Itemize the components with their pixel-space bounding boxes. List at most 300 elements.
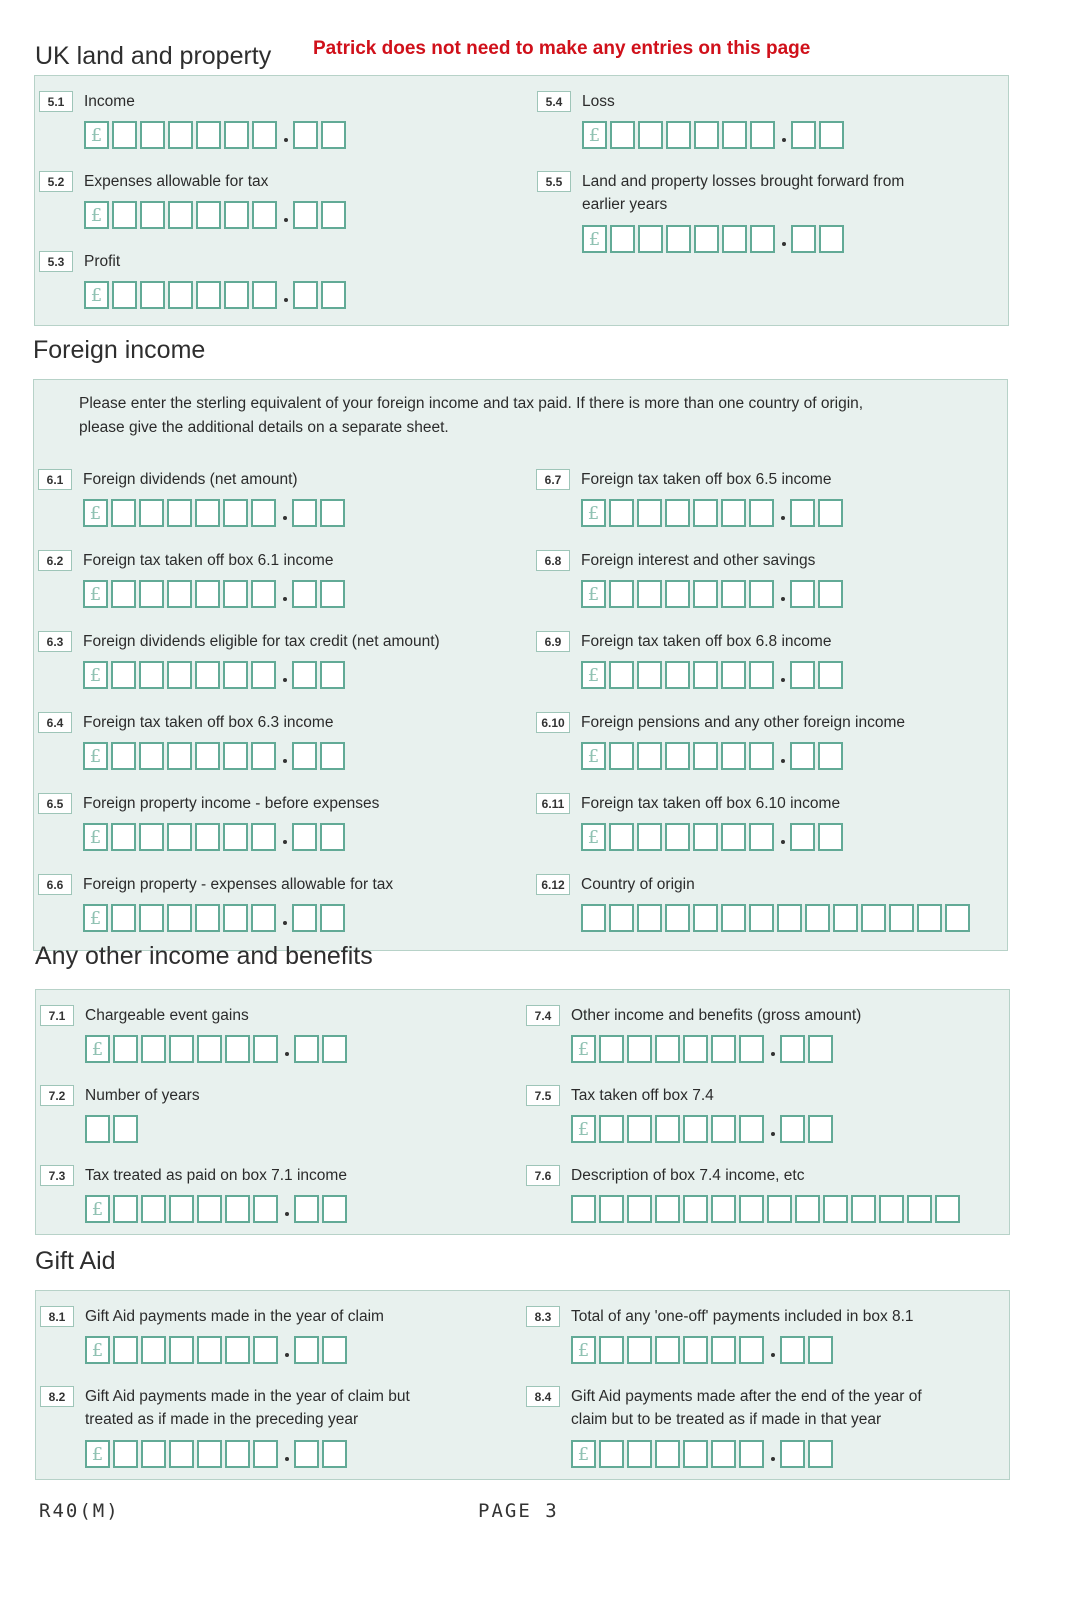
pounds-digit-box[interactable] [139, 823, 164, 851]
field-label: Foreign property income - before expenses [83, 795, 380, 812]
pounds-digit-box[interactable] [112, 121, 137, 149]
box-number: 5.4 [537, 91, 571, 112]
pounds-digit-box[interactable] [113, 1336, 138, 1364]
amount-input-6-2[interactable] [83, 580, 348, 608]
pound-sign-box: £ [581, 823, 606, 851]
field-label: Number of years [85, 1087, 200, 1104]
pounds-digit-box[interactable] [683, 1035, 708, 1063]
pounds-digit-box[interactable] [739, 1035, 764, 1063]
amount-input-5-5[interactable] [582, 225, 847, 253]
pence-digit-box[interactable] [320, 580, 345, 608]
pounds-digit-box[interactable] [637, 823, 662, 851]
field-label-line2: claim but to be treated as if made in that year [571, 1411, 882, 1428]
pounds-digit-box[interactable] [225, 1195, 250, 1223]
pounds-digit-box[interactable] [252, 201, 277, 229]
pound-sign-box: £ [582, 121, 607, 149]
pounds-digit-box[interactable] [609, 823, 634, 851]
pence-digit-box[interactable] [320, 661, 345, 689]
field-label: Foreign tax taken off box 6.10 income [581, 795, 841, 812]
pence-digit-box[interactable] [321, 201, 346, 229]
pounds-digit-box[interactable] [167, 823, 192, 851]
pounds-digit-box[interactable] [140, 121, 165, 149]
character-box[interactable] [861, 904, 886, 932]
decimal-point [285, 1353, 289, 1357]
decimal-point [771, 1457, 775, 1461]
pence-digit-box[interactable] [791, 121, 816, 149]
number-of-years-input[interactable] [85, 1115, 141, 1143]
pounds-digit-box[interactable] [637, 742, 662, 770]
pounds-digit-box[interactable] [609, 742, 634, 770]
pounds-digit-box[interactable] [197, 1336, 222, 1364]
pounds-digit-box[interactable] [140, 201, 165, 229]
box-number: 7.2 [40, 1085, 74, 1106]
pounds-digit-box[interactable] [111, 742, 136, 770]
pounds-digit-box[interactable] [252, 281, 277, 309]
pounds-digit-box[interactable] [749, 499, 774, 527]
field-label: Chargeable event gains [85, 1007, 249, 1024]
character-box[interactable] [609, 904, 634, 932]
pounds-digit-box[interactable] [722, 121, 747, 149]
pounds-digit-box[interactable] [223, 823, 248, 851]
pence-digit-box[interactable] [292, 904, 317, 932]
pounds-digit-box[interactable] [168, 201, 193, 229]
pence-digit-box[interactable] [780, 1115, 805, 1143]
field-label: Loss [582, 93, 615, 110]
pounds-digit-box[interactable] [169, 1035, 194, 1063]
pounds-digit-box[interactable] [223, 904, 248, 932]
character-box[interactable] [627, 1195, 652, 1223]
pounds-digit-box[interactable] [683, 1336, 708, 1364]
amount-input-5-2[interactable] [84, 201, 349, 229]
pound-sign-box: £ [83, 904, 108, 932]
pounds-digit-box[interactable] [627, 1336, 652, 1364]
amount-input-7-5[interactable] [571, 1115, 836, 1143]
pounds-digit-box[interactable] [694, 225, 719, 253]
panel-uk-land [34, 75, 1009, 326]
decimal-point [285, 1457, 289, 1461]
pounds-digit-box[interactable] [196, 201, 221, 229]
pence-digit-box[interactable] [292, 580, 317, 608]
character-box[interactable] [935, 1195, 960, 1223]
pounds-digit-box[interactable] [739, 1115, 764, 1143]
pence-digit-box[interactable] [293, 281, 318, 309]
pounds-digit-box[interactable] [627, 1440, 652, 1468]
amount-input-7-1[interactable] [85, 1035, 350, 1063]
character-box[interactable] [749, 904, 774, 932]
pence-digit-box[interactable] [292, 823, 317, 851]
pence-digit-box[interactable] [808, 1115, 833, 1143]
character-box[interactable] [777, 904, 802, 932]
pence-digit-box[interactable] [818, 742, 843, 770]
pounds-digit-box[interactable] [167, 580, 192, 608]
pounds-digit-box[interactable] [666, 121, 691, 149]
pounds-digit-box[interactable] [139, 742, 164, 770]
pounds-digit-box[interactable] [251, 904, 276, 932]
pound-sign-box: £ [571, 1336, 596, 1364]
amount-input-6-10[interactable] [581, 742, 846, 770]
pence-digit-box[interactable] [320, 904, 345, 932]
pounds-digit-box[interactable] [195, 904, 220, 932]
box-number: 6.8 [536, 550, 570, 571]
amount-input-8-2[interactable] [85, 1440, 350, 1468]
pounds-digit-box[interactable] [251, 742, 276, 770]
amount-input-8-3[interactable] [571, 1336, 836, 1364]
pounds-digit-box[interactable] [693, 742, 718, 770]
box-number: 6.6 [38, 874, 72, 895]
pound-sign-box: £ [84, 121, 109, 149]
section-title-uk-land: UK land and property [35, 42, 272, 70]
character-box[interactable] [907, 1195, 932, 1223]
pounds-digit-box[interactable] [665, 580, 690, 608]
pounds-digit-box[interactable] [225, 1336, 250, 1364]
pounds-digit-box[interactable] [665, 661, 690, 689]
amount-input-6-9[interactable] [581, 661, 846, 689]
pence-digit-box[interactable] [322, 1035, 347, 1063]
pence-digit-box[interactable] [321, 281, 346, 309]
character-box[interactable] [571, 1195, 596, 1223]
field-label: Tax treated as paid on box 7.1 income [85, 1167, 347, 1184]
pounds-digit-box[interactable] [665, 499, 690, 527]
pounds-digit-box[interactable] [197, 1195, 222, 1223]
pounds-digit-box[interactable] [224, 201, 249, 229]
pounds-digit-box[interactable] [169, 1195, 194, 1223]
character-box[interactable] [879, 1195, 904, 1223]
character-box[interactable] [851, 1195, 876, 1223]
pence-digit-box[interactable] [292, 742, 317, 770]
pounds-digit-box[interactable] [655, 1115, 680, 1143]
pounds-digit-box[interactable] [599, 1115, 624, 1143]
pounds-digit-box[interactable] [169, 1440, 194, 1468]
pounds-digit-box[interactable] [139, 661, 164, 689]
pounds-digit-box[interactable] [223, 580, 248, 608]
pence-digit-box[interactable] [293, 201, 318, 229]
pounds-digit-box[interactable] [223, 661, 248, 689]
pence-digit-box[interactable] [320, 742, 345, 770]
pence-digit-box[interactable] [294, 1336, 319, 1364]
pence-digit-box[interactable] [294, 1195, 319, 1223]
decimal-point [283, 840, 287, 844]
pounds-digit-box[interactable] [196, 281, 221, 309]
amount-input-6-5[interactable] [83, 823, 348, 851]
pounds-digit-box[interactable] [739, 1440, 764, 1468]
pound-sign-box: £ [85, 1440, 110, 1468]
amount-input-8-4[interactable] [571, 1440, 836, 1468]
pence-digit-box[interactable] [808, 1035, 833, 1063]
pound-sign-box: £ [582, 225, 607, 253]
pounds-digit-box[interactable] [223, 742, 248, 770]
character-box[interactable] [823, 1195, 848, 1223]
pounds-digit-box[interactable] [721, 823, 746, 851]
field-label: Tax taken off box 7.4 [571, 1087, 714, 1104]
pence-digit-box[interactable] [818, 661, 843, 689]
box-number: 7.1 [40, 1005, 74, 1026]
pounds-digit-box[interactable] [113, 1195, 138, 1223]
pounds-digit-box[interactable] [167, 499, 192, 527]
pounds-digit-box[interactable] [693, 823, 718, 851]
pounds-digit-box[interactable] [139, 580, 164, 608]
pence-digit-box[interactable] [808, 1440, 833, 1468]
box-number: 5.2 [39, 171, 73, 192]
pounds-digit-box[interactable] [169, 1336, 194, 1364]
pounds-digit-box[interactable] [224, 121, 249, 149]
character-box[interactable] [637, 904, 662, 932]
pence-digit-box[interactable] [790, 580, 815, 608]
pence-digit-box[interactable] [320, 823, 345, 851]
pence-digit-box[interactable] [292, 661, 317, 689]
pence-digit-box[interactable] [780, 1035, 805, 1063]
pounds-digit-box[interactable] [711, 1115, 736, 1143]
field-label: Expenses allowable for tax [84, 173, 269, 190]
pounds-digit-box[interactable] [627, 1035, 652, 1063]
pounds-digit-box[interactable] [140, 281, 165, 309]
pounds-digit-box[interactable] [251, 823, 276, 851]
pound-sign-box: £ [84, 281, 109, 309]
box-number: 7.3 [40, 1165, 74, 1186]
pounds-digit-box[interactable] [197, 1440, 222, 1468]
character-box[interactable] [945, 904, 970, 932]
amount-input-6-4[interactable] [83, 742, 348, 770]
amount-input-5-3[interactable] [84, 281, 349, 309]
decimal-point [283, 759, 287, 763]
pounds-digit-box[interactable] [253, 1440, 278, 1468]
pounds-digit-box[interactable] [225, 1035, 250, 1063]
pence-digit-box[interactable] [322, 1195, 347, 1223]
pounds-digit-box[interactable] [750, 121, 775, 149]
pounds-digit-box[interactable] [749, 580, 774, 608]
pounds-digit-box[interactable] [711, 1035, 736, 1063]
character-box[interactable] [693, 904, 718, 932]
pounds-digit-box[interactable] [610, 121, 635, 149]
pounds-digit-box[interactable] [739, 1336, 764, 1364]
pounds-digit-box[interactable] [225, 1440, 250, 1468]
description-input-7-6[interactable] [571, 1195, 963, 1223]
decimal-point [284, 298, 288, 302]
pounds-digit-box[interactable] [195, 499, 220, 527]
pounds-digit-box[interactable] [195, 661, 220, 689]
intro-line-1: Please enter the sterling equivalent of your foreign income and tax paid. If there is more than one country of origin, [79, 395, 864, 412]
pounds-digit-box[interactable] [749, 661, 774, 689]
box-number: 5.1 [39, 91, 73, 112]
panel-other-income [35, 989, 1010, 1235]
pounds-digit-box[interactable] [683, 1115, 708, 1143]
pounds-digit-box[interactable] [112, 281, 137, 309]
pounds-digit-box[interactable] [111, 823, 136, 851]
pounds-digit-box[interactable] [637, 499, 662, 527]
pounds-digit-box[interactable] [638, 225, 663, 253]
character-box[interactable] [655, 1195, 680, 1223]
amount-input-5-4[interactable] [582, 121, 847, 149]
pence-digit-box[interactable] [294, 1440, 319, 1468]
pence-digit-box[interactable] [320, 499, 345, 527]
box-number: 6.2 [38, 550, 72, 571]
pounds-digit-box[interactable] [167, 904, 192, 932]
amount-input-6-1[interactable] [83, 499, 348, 527]
pounds-digit-box[interactable] [111, 904, 136, 932]
pounds-digit-box[interactable] [112, 201, 137, 229]
pounds-digit-box[interactable] [224, 281, 249, 309]
pounds-digit-box[interactable] [637, 661, 662, 689]
pounds-digit-box[interactable] [655, 1440, 680, 1468]
pence-digit-box[interactable] [294, 1035, 319, 1063]
pence-digit-box[interactable] [819, 225, 844, 253]
pounds-digit-box[interactable] [694, 121, 719, 149]
panel-gift-aid [35, 1290, 1010, 1480]
pounds-digit-box[interactable] [141, 1440, 166, 1468]
pounds-digit-box[interactable] [195, 580, 220, 608]
character-box[interactable] [85, 1115, 110, 1143]
pounds-digit-box[interactable] [655, 1035, 680, 1063]
pounds-digit-box[interactable] [599, 1440, 624, 1468]
pounds-digit-box[interactable] [111, 499, 136, 527]
pounds-digit-box[interactable] [683, 1440, 708, 1468]
field-label: Foreign pensions and any other foreign income [581, 714, 905, 731]
pence-digit-box[interactable] [818, 580, 843, 608]
character-box[interactable] [683, 1195, 708, 1223]
amount-input-8-1[interactable] [85, 1336, 350, 1364]
pounds-digit-box[interactable] [139, 904, 164, 932]
pounds-digit-box[interactable] [141, 1195, 166, 1223]
pounds-digit-box[interactable] [638, 121, 663, 149]
pounds-digit-box[interactable] [666, 225, 691, 253]
pounds-digit-box[interactable] [197, 1035, 222, 1063]
pounds-digit-box[interactable] [609, 661, 634, 689]
pounds-digit-box[interactable] [665, 823, 690, 851]
pounds-digit-box[interactable] [168, 121, 193, 149]
field-label: Foreign dividends (net amount) [83, 471, 298, 488]
pence-digit-box[interactable] [790, 499, 815, 527]
pounds-digit-box[interactable] [693, 499, 718, 527]
character-box[interactable] [917, 904, 942, 932]
pence-digit-box[interactable] [322, 1440, 347, 1468]
pence-digit-box[interactable] [818, 823, 843, 851]
pounds-digit-box[interactable] [168, 281, 193, 309]
pence-digit-box[interactable] [808, 1336, 833, 1364]
pounds-digit-box[interactable] [223, 499, 248, 527]
pence-digit-box[interactable] [791, 225, 816, 253]
decimal-point [283, 921, 287, 925]
pounds-digit-box[interactable] [253, 1336, 278, 1364]
amount-input-6-8[interactable] [581, 580, 846, 608]
pounds-digit-box[interactable] [251, 580, 276, 608]
box-number: 5.3 [39, 251, 73, 272]
pounds-digit-box[interactable] [711, 1336, 736, 1364]
character-box[interactable] [711, 1195, 736, 1223]
pounds-digit-box[interactable] [167, 661, 192, 689]
pounds-digit-box[interactable] [251, 499, 276, 527]
pounds-digit-box[interactable] [141, 1336, 166, 1364]
character-box[interactable] [833, 904, 858, 932]
country-of-origin-input[interactable] [581, 904, 973, 932]
amount-input-7-4[interactable] [571, 1035, 836, 1063]
pence-digit-box[interactable] [790, 742, 815, 770]
pounds-digit-box[interactable] [139, 499, 164, 527]
pence-digit-box[interactable] [790, 823, 815, 851]
pounds-digit-box[interactable] [196, 121, 221, 149]
pence-digit-box[interactable] [818, 499, 843, 527]
decimal-point [283, 678, 287, 682]
pounds-digit-box[interactable] [637, 580, 662, 608]
pence-digit-box[interactable] [780, 1336, 805, 1364]
character-box[interactable] [665, 904, 690, 932]
amount-input-7-3[interactable] [85, 1195, 350, 1223]
pence-digit-box[interactable] [322, 1336, 347, 1364]
amount-input-6-6[interactable] [83, 904, 348, 932]
pence-digit-box[interactable] [292, 499, 317, 527]
pence-digit-box[interactable] [321, 121, 346, 149]
pounds-digit-box[interactable] [609, 580, 634, 608]
pounds-digit-box[interactable] [693, 580, 718, 608]
pence-digit-box[interactable] [819, 121, 844, 149]
pounds-digit-box[interactable] [251, 661, 276, 689]
pounds-digit-box[interactable] [721, 580, 746, 608]
pounds-digit-box[interactable] [711, 1440, 736, 1468]
character-box[interactable] [581, 904, 606, 932]
decimal-point [283, 597, 287, 601]
pounds-digit-box[interactable] [111, 580, 136, 608]
pounds-digit-box[interactable] [750, 225, 775, 253]
box-number: 8.3 [526, 1306, 560, 1327]
character-box[interactable] [599, 1195, 624, 1223]
character-box[interactable] [767, 1195, 792, 1223]
character-box[interactable] [889, 904, 914, 932]
character-box[interactable] [113, 1115, 138, 1143]
pounds-digit-box[interactable] [655, 1336, 680, 1364]
character-box[interactable] [739, 1195, 764, 1223]
field-label: Total of any 'one-off' payments included in box 8.1 [571, 1308, 914, 1325]
pounds-digit-box[interactable] [721, 661, 746, 689]
amount-input-6-7[interactable] [581, 499, 846, 527]
box-number: 6.4 [38, 712, 72, 733]
pence-digit-box[interactable] [790, 661, 815, 689]
pound-sign-box: £ [581, 580, 606, 608]
box-number: 6.12 [536, 874, 570, 895]
pounds-digit-box[interactable] [722, 225, 747, 253]
pounds-digit-box[interactable] [665, 742, 690, 770]
pounds-digit-box[interactable] [721, 499, 746, 527]
pounds-digit-box[interactable] [111, 661, 136, 689]
pence-digit-box[interactable] [293, 121, 318, 149]
pounds-digit-box[interactable] [749, 823, 774, 851]
pounds-digit-box[interactable] [113, 1440, 138, 1468]
pounds-digit-box[interactable] [627, 1115, 652, 1143]
pounds-digit-box[interactable] [610, 225, 635, 253]
decimal-point [782, 138, 786, 142]
pounds-digit-box[interactable] [721, 742, 746, 770]
pounds-digit-box[interactable] [609, 499, 634, 527]
pounds-digit-box[interactable] [252, 121, 277, 149]
field-label: Foreign dividends eligible for tax credit (net amount) [83, 633, 440, 650]
amount-input-5-1[interactable] [84, 121, 349, 149]
character-box[interactable] [795, 1195, 820, 1223]
pounds-digit-box[interactable] [167, 742, 192, 770]
pounds-digit-box[interactable] [113, 1035, 138, 1063]
pounds-digit-box[interactable] [599, 1336, 624, 1364]
panel-foreign [33, 379, 1008, 951]
pounds-digit-box[interactable] [195, 742, 220, 770]
pence-digit-box[interactable] [780, 1440, 805, 1468]
pounds-digit-box[interactable] [253, 1035, 278, 1063]
amount-input-6-3[interactable] [83, 661, 348, 689]
pounds-digit-box[interactable] [693, 661, 718, 689]
amount-input-6-11[interactable] [581, 823, 846, 851]
pounds-digit-box[interactable] [749, 742, 774, 770]
pounds-digit-box[interactable] [253, 1195, 278, 1223]
character-box[interactable] [805, 904, 830, 932]
pounds-digit-box[interactable] [141, 1035, 166, 1063]
pounds-digit-box[interactable] [195, 823, 220, 851]
character-box[interactable] [721, 904, 746, 932]
pounds-digit-box[interactable] [599, 1035, 624, 1063]
